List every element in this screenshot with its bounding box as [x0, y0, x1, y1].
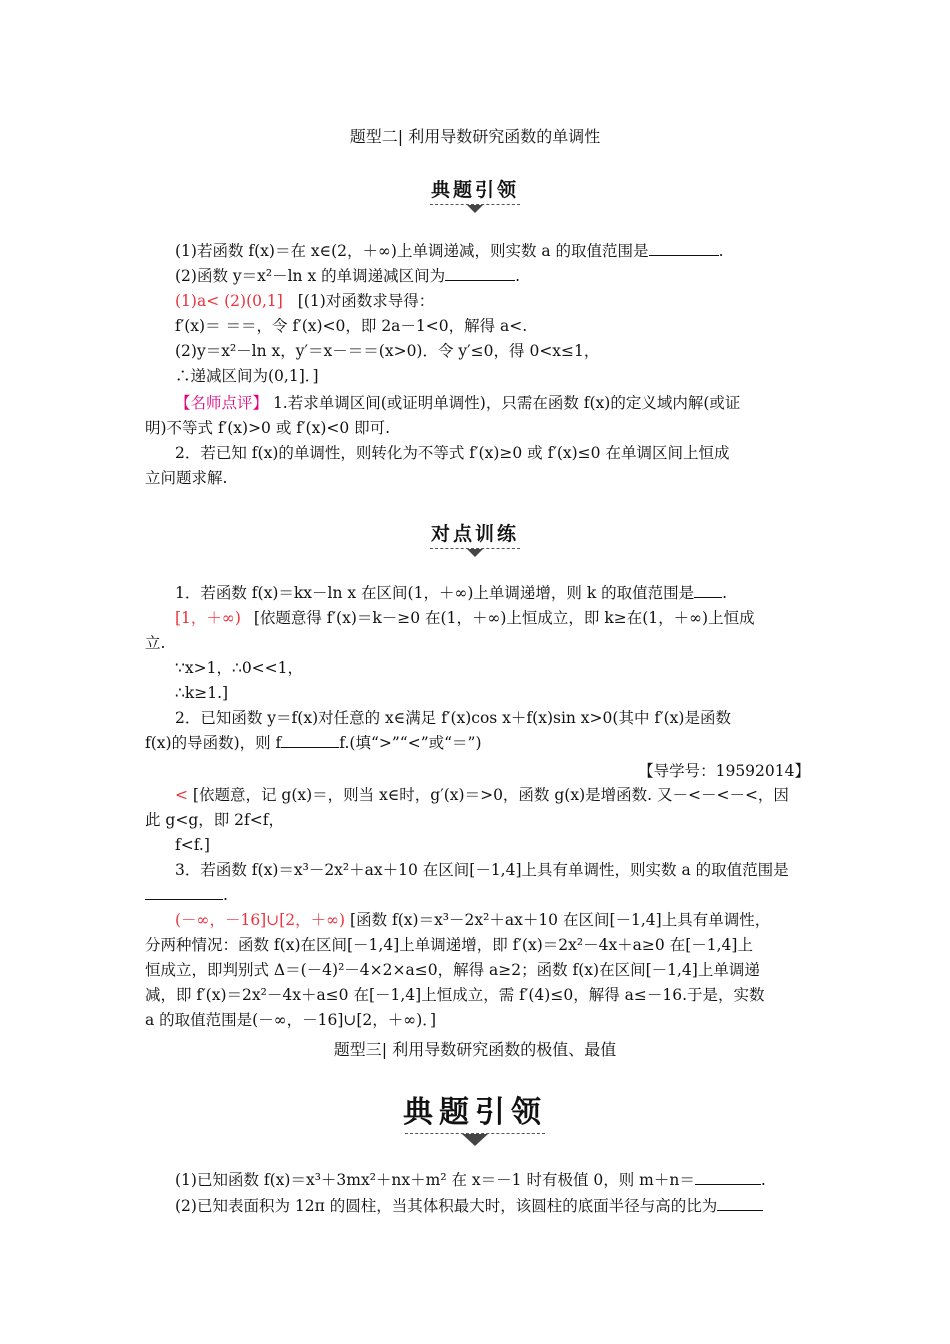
practice-3b: .	[145, 885, 228, 905]
answer-blank	[649, 241, 719, 256]
banner-duidian	[0, 519, 950, 557]
practice-3-answer: (－∞，－16]∪[2，＋∞) [函数 f(x)＝x³－2x²＋ax＋10 在区间[－1,4]上具有单调性，	[175, 911, 771, 929]
practice-1-answer-d: ∴k≥1.]	[175, 684, 229, 702]
question-1: (1)若函数 f(x)＝在 x∈(2，＋∞)上单调递减，则实数 a 的取值范围是 .	[175, 242, 724, 260]
banner-dianti-1	[0, 175, 950, 213]
practice-2: 2．已知函数 y＝f(x)对任意的 x∈满足 f′(x)cos x＋f(x)sin x>0(其中 f′(x)是函数	[175, 709, 731, 727]
practice-3: 3．若函数 f(x)＝x³－2x²＋ax＋10 在区间[－1,4]上具有单调性，则实数 a 的取值范围是	[175, 861, 789, 879]
banner-dianti-2	[0, 1087, 950, 1146]
practice-1-answer-b: 立.	[145, 634, 166, 652]
guide-number: 【导学号：19592014】	[638, 762, 810, 780]
practice-3-answer-b: 分两种情况：函数 f(x)在区间[－1,4]上单调递增，即 f′(x)＝2x²－4x＋a≥0 在[－1,4]上	[145, 936, 753, 954]
practice-2-answer-b: 此 g<g，即 2f<f，	[145, 811, 285, 829]
practice-2-answer: < [依题意，记 g(x)＝，则当 x∈时，g′(x)＝>0，函数 g(x)是增函数. 又－<－<－<，因	[175, 786, 789, 804]
banner-text: 对点训练	[430, 523, 519, 545]
answer-blank	[694, 583, 722, 598]
teacher-comment-2b: 立问题求解.	[145, 469, 228, 487]
answer-line-4: ∴递减区间为(0,1]．]	[175, 367, 319, 385]
practice-3-answer-e: a 的取值范围是(－∞，－16]∪[2，＋∞)．]	[145, 1011, 437, 1029]
teacher-comment-1b: 明)不等式 f′(x)>0 或 f′(x)<0 即可.	[145, 419, 391, 437]
banner-text: 典题引领	[403, 1095, 547, 1130]
practice-1-answer-c: ∵x>1，∴0<<1，	[175, 659, 304, 677]
answer-line-2: f′(x)＝ ＝＝，令 f′(x)<0，即 2a－1<0，解得 a<.	[175, 317, 528, 335]
answer-blank	[695, 1170, 761, 1185]
practice-3-answer-c: 恒成立，即判别式 Δ＝(－4)²－4×2×a≤0，解得 a≥2；函数 f(x)在区间[－1,4]上单调递	[145, 961, 760, 979]
practice-1-answer: [1，＋∞) [依题意得 f′(x)＝k－≥0 在(1，＋∞)上恒成立，即 k≥在(1，＋∞)上恒成	[175, 609, 755, 627]
banner-text: 典题引领	[430, 179, 519, 201]
answer-key: (1)a< (2)(0,1]	[175, 292, 283, 310]
teacher-comment-1: 【名师点评】 1.若求单调区间(或证明单调性)，只需在函数 f(x)的定义域内解(或证	[175, 394, 741, 412]
question-3-2: (2)已知表面积为 12π 的圆柱，当其体积最大时，该圆柱的底面半径与高的比为	[175, 1196, 763, 1216]
answer-key: <	[175, 786, 188, 804]
chevron-down-icon	[467, 205, 483, 213]
chevron-down-icon	[462, 1134, 488, 1146]
practice-3-answer-d: 减，即 f′(x)＝2x²－4x＋a≤0 在[－1,4]上恒成立，需 f′(4)≤0，解得 a≤－16.于是，实数	[145, 986, 765, 1004]
answer-line-3: (2)y＝x²－ln x，y′＝x－＝＝(x>0)．令 y′≤0，得 0<x≤1，	[175, 342, 600, 360]
answer-blank	[281, 733, 339, 748]
teacher-comment-2: 2．若已知 f(x)的单调性，则转化为不等式 f′(x)≥0 或 f′(x)≤0 在单调区间上恒成	[175, 444, 730, 462]
chevron-down-icon	[467, 549, 483, 557]
answer-key: [1，＋∞)	[175, 609, 241, 627]
comment-tag: 【名师点评】	[175, 394, 269, 412]
answer-blank	[145, 885, 223, 900]
question-2: (2)函数 y＝x²－ln x 的单调递减区间为 .	[175, 267, 521, 285]
question-3-1: (1)已知函数 f(x)＝x³＋3mx²＋nx＋m² 在 x＝－1 时有极值 0，则 m＋n＝ .	[175, 1171, 766, 1189]
section-title-3: 题型三| 利用导数研究函数的极值、最值	[333, 1040, 617, 1059]
answer-blank	[717, 1196, 763, 1211]
practice-1: 1．若函数 f(x)＝kx－ln x 在区间(1，＋∞)上单调递增，则 k 的取值范围是 .	[175, 584, 728, 602]
answer-key: (－∞，－16]∪[2，＋∞)	[175, 911, 346, 929]
answer-blank	[445, 266, 515, 281]
answer-line-1: (1)a< (2)(0,1] [(1)对函数求导得：	[175, 292, 435, 310]
section-title-2: 题型二| 利用导数研究函数的单调性	[349, 127, 601, 146]
practice-2b: f(x)的导函数)，则 f f.(填“>”“<”或“＝”)	[145, 734, 482, 752]
practice-2-answer-c: f<f.]	[175, 836, 210, 854]
